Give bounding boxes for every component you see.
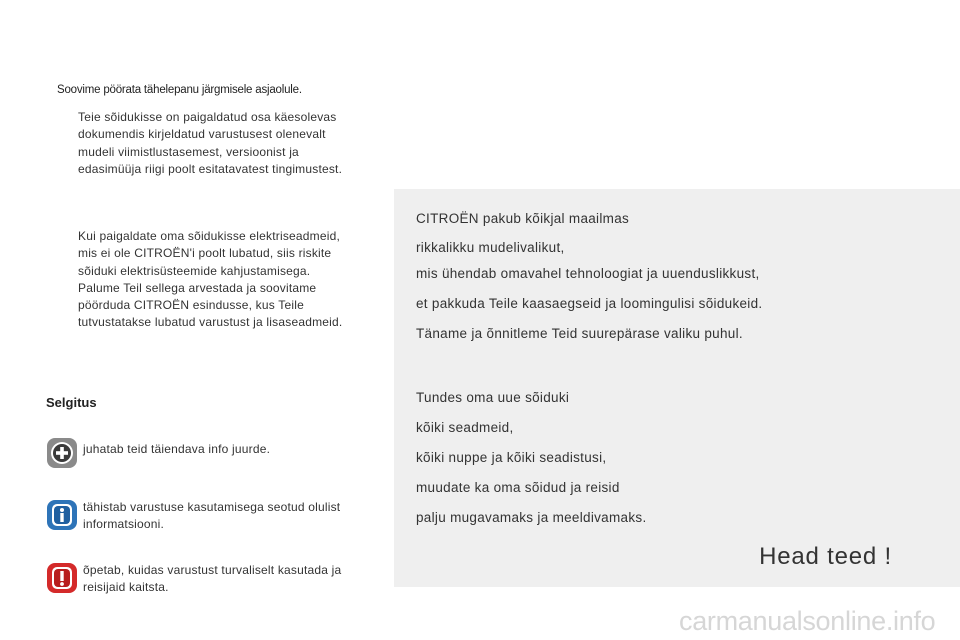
legend-item-text	[83, 499, 373, 534]
legend-item-warning	[46, 562, 376, 602]
plus-icon	[46, 437, 78, 469]
text-line: informatsiooni.	[83, 517, 165, 532]
info-icon	[46, 499, 78, 531]
panel-line: palju mugavamaks ja meeldivamaks.	[416, 510, 647, 525]
panel-line: et pakkuda Teile kaasaegseid ja loomingulisi sõidukeid.	[416, 296, 763, 311]
paragraph-equipment	[78, 109, 378, 178]
panel-line: mis ühendab omavahel tehnoloogiat ja uuenduslikkust,	[416, 266, 760, 281]
paragraph-electrical	[78, 228, 378, 332]
text-line: tähistab varustuse kasutamisega seotud olulist	[83, 500, 341, 514]
legend-item-text	[83, 562, 373, 597]
text-line: dokumendis kirjeldatud varustusest olenevalt	[78, 127, 326, 142]
text-line: mudeli viimistlustasemest, versioonist ja	[78, 144, 299, 159]
text-line: Palume Teil sellega arvestada ja soovitame	[78, 280, 317, 295]
panel-line: muudate ka oma sõidud ja reisid	[416, 480, 620, 495]
text-line: õpetab, kuidas varustust turvaliselt kasutada ja	[83, 563, 342, 577]
panel-line: Täname ja õnnitleme Teid suurepärase valiku puhul.	[416, 326, 743, 341]
legend-item-info	[46, 499, 376, 539]
welcome-panel	[394, 189, 960, 587]
panel-line: kõiki seadmeid,	[416, 420, 514, 435]
closing-greeting: Head teed !	[759, 543, 892, 570]
warning-icon	[46, 562, 78, 594]
panel-line: kõiki nuppe ja kõiki seadistusi,	[416, 450, 607, 465]
text-line: sõiduki elektrisüsteemide kahjustamisega.	[78, 263, 311, 278]
legend-item-plus	[46, 437, 376, 477]
text-line: edasimüüja riigi poolt esitatavatest tingimustest.	[78, 161, 343, 176]
panel-line: rikkalikku mudelivalikut,	[416, 240, 565, 255]
text-line: mis ei ole CITROËN'i poolt lubatud, siis riskite	[78, 246, 332, 261]
text-line: Kui paigaldate oma sõidukisse elektriseadmeid,	[78, 229, 341, 243]
text-line: juhatab teid täiendava info juurde.	[83, 442, 271, 456]
legend-item-text	[83, 441, 373, 458]
watermark: carmanualsonline.info	[679, 606, 936, 636]
legend-title: Selgitus	[46, 395, 97, 410]
text-line: Teie sõidukisse on paigaldatud osa käesolevas	[78, 110, 337, 124]
panel-line: Tundes oma uue sõiduki	[416, 390, 570, 405]
text-line: reisijaid kaitsta.	[83, 580, 169, 595]
text-line: pöörduda CITROËN esindusse, kus Teile	[78, 298, 304, 313]
panel-line: CITROËN pakub kõikjal maailmas	[416, 211, 630, 226]
intro-text: Soovime pöörata tähelepanu järgmisele asjaolule.	[57, 84, 302, 96]
text-line: tutvustatakse lubatud varustust ja lisaseadmeid.	[78, 315, 343, 330]
